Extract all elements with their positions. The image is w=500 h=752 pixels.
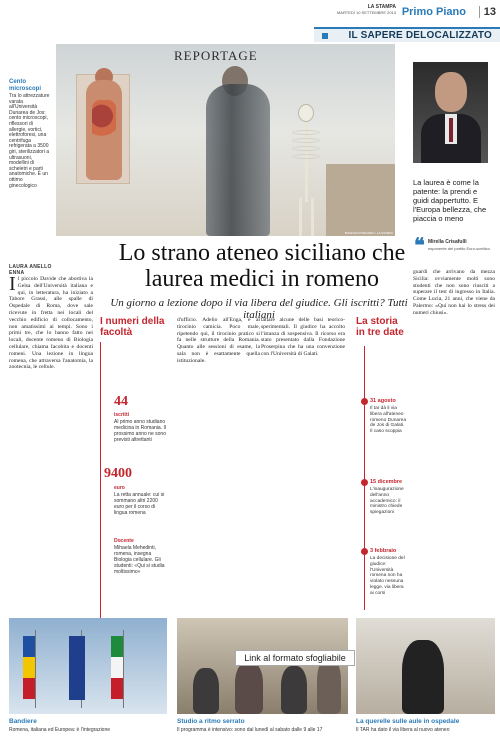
lab-bench: [326, 164, 395, 236]
main-photo: [56, 44, 395, 236]
skeleton-rib: [292, 146, 320, 151]
section-name: Primo Piano: [401, 6, 466, 18]
timeline-dot: [361, 479, 368, 486]
masthead-date: MARTEDÌ 10 SETTEMBRE 2013: [336, 10, 396, 15]
subheadline: Un giorno a lezione dopo il via libera del giudice. Gli iscritti? Tutti italiani: [110, 297, 408, 321]
student-figure: [206, 84, 270, 236]
drop-cap: I: [9, 273, 16, 295]
skeleton-rib: [292, 154, 320, 159]
quote-mark-icon: ❝: [414, 235, 425, 257]
timeline-date-1: 31 agosto: [370, 398, 396, 404]
masthead-name: LA STAMPA: [367, 4, 396, 10]
doctor-figure: [402, 640, 444, 714]
caption-title-flags: Bandiere: [9, 718, 37, 725]
byline-place: ENNA: [9, 270, 25, 276]
fact-value-fee: 9400: [104, 466, 132, 481]
article-column-4: tattare alcune delle basi teorico-sperimentali. Il giudice ha accolto l'istanza di sospensiva. Il ricorso era stato presentato dalla Fondazione Proserpina che ha una convenzione con l'Università di Galati.: [261, 317, 345, 357]
facts-box: [100, 316, 168, 575]
pull-quote: La laurea è come la patente: la prendi e guidi dappertutto. E l'Europa bellezza, che piaccia o meno: [413, 178, 487, 223]
timeline-text-2: L'inaugurazione dell'anno accademico: il ministro chiede spiegazioni: [370, 487, 404, 516]
facts-title: I numeri della facoltà: [100, 316, 165, 338]
sidebar-title: Cento microscopi: [9, 79, 42, 92]
flagpole: [123, 630, 124, 708]
byline-name: LAURA ANELLO: [9, 264, 52, 270]
topic-label: IL SAPERE DELOCALIZZATO: [348, 30, 492, 41]
timeline-rule: [364, 346, 365, 610]
caption-text-hospital: Il TAR ha dato il via libera al nuovo ateneo: [356, 727, 450, 733]
quote-author: Mirella Crisafulli: [428, 239, 467, 245]
caption-title-classroom: Studio a ritmo serrato: [177, 718, 245, 725]
fact-note-teacher: Mihaela Mehedinti, romena, insegna Biologia cellulare. Gli studenti: «Qui si studia moltissimo»: [114, 545, 165, 575]
timeline-text-1: Il tar dà il via libera all'ateneo romeno Dunarea de Jos di Galati. Il caso scoppia: [370, 406, 406, 435]
hospital-photo: [356, 618, 495, 714]
article-column-3: d'ufficio. Adelio all'Enga, e al tirocinio camicia. Poco male, ripetendo qui, il tirocinio pratico si fa nelle strutture della Romania. Quanto alle sessioni di esame, la sala non è esattamente quella istituzionale.: [177, 317, 260, 364]
timeline-dot: [361, 548, 368, 555]
romania-flag-icon: [23, 636, 35, 700]
fact-label-students: iscritti: [114, 412, 130, 418]
caption-text-flags: Romena, italiana ed Europea: è l'integrazione: [9, 727, 111, 733]
topic-square-icon: [322, 33, 328, 39]
student-figure: [235, 662, 263, 714]
fact-value-students: 44: [114, 394, 128, 409]
skeleton-rib: [292, 130, 320, 135]
flipbook-link[interactable]: Link al formato sfogliabile: [235, 650, 355, 666]
portrait-face: [435, 72, 467, 112]
sidebar-text: Tra lo attrezzature varata all'Università Dunarea de Jos: cento microscopi, riflessori di allergie, vortici, elettroforesi, una centrifuga refrigerata a 3500 giri, sterilizzatori a ultrasuoni, modellini di scheletri e parti anatomiche. È un ottimo ginecologico: [9, 93, 50, 189]
caption-title-hospital: La querelle sulle aule in ospedale: [356, 718, 460, 725]
flagpole: [35, 630, 36, 708]
page-number: 13: [483, 6, 496, 18]
eu-flag-icon: [69, 636, 85, 700]
quote-author-role: esponente del partito Euro-scettico: [428, 246, 490, 251]
photo-credit: BOGDAN PURCARIU / LA STAMPA: [344, 231, 393, 235]
skeleton-rib: [292, 138, 320, 143]
timeline-date-2: 15 dicembre: [370, 479, 403, 485]
italy-flag-icon: [111, 636, 123, 700]
timeline-box: [356, 316, 406, 596]
timeline-dot: [361, 398, 368, 405]
skeleton-skull: [298, 104, 314, 122]
classroom-photo: [177, 618, 348, 714]
portrait-tie: [449, 118, 453, 142]
skeleton-leg: [311, 198, 314, 236]
timeline-title: La storia in tre date: [356, 316, 404, 338]
skeleton-model: [286, 104, 326, 236]
anatomy-organs: [92, 100, 116, 140]
header-divider: [479, 6, 480, 18]
caption-text-classroom: Il programma è intensivo: sono dal lunedì al sabato dalle 9 alle 17: [177, 727, 323, 733]
author-portrait: [413, 62, 488, 163]
timeline-date-3: 3 febbraio: [370, 548, 397, 554]
flags-photo: [9, 618, 167, 714]
headline: Lo strano ateneo siciliano che laurea medici in romeno: [118, 240, 406, 292]
facts-rule: [100, 342, 101, 662]
student-figure: [193, 668, 219, 714]
topic-banner: [314, 27, 500, 42]
fact-note-students: Al primo anno studiano medicina in Romania. Il prossimo anno ne sono previsti altrettanti: [114, 419, 166, 443]
fact-label-teacher: Docente: [114, 538, 134, 544]
timeline-text-3: La decisione del giudice: l'Università romena non ha violato nessuna legge, via libera ai corsi: [370, 556, 405, 596]
article-column-6: guardi che arrivano da mezza Sicilia: ovviamente molti sono studenti che non sono riusciti a superare il test di ingresso in Italia. Come Lucia, 21 anni, che viene da Palermo: «Qui non hai lo stress dei numeri chiusi».: [413, 269, 495, 316]
article-text: l piccolo Davide che abortiva la Gelsa dell'Università italiana e qui, in letteratura, ha iniziato a Tabore Grassi, alle spalle di Ospedale di Roma, dove sale ricevute in fretta nei locali del vecchio edificio di collocamento, non amatissimi ai tempi. Sono i primi tre, che lo hanno fatto nei locali, docente romeno di Biologia cellulare, chiama Iacobita e docenti romeni. Una lezione in lingua romena, che attraversa l'anatomia, la zootecnia, le cellule.: [9, 276, 93, 371]
student-figure: [281, 666, 307, 714]
skeleton-leg: [299, 198, 302, 236]
page-header: [0, 0, 500, 24]
fact-unit-fee: euro: [114, 485, 125, 491]
student-figure: [317, 658, 341, 714]
fact-note-fee: La retta annuale: cui si sommano altri 2200 euro per il corso di lingua romena: [114, 492, 165, 516]
reportage-label: REPORTAGE: [174, 48, 258, 63]
